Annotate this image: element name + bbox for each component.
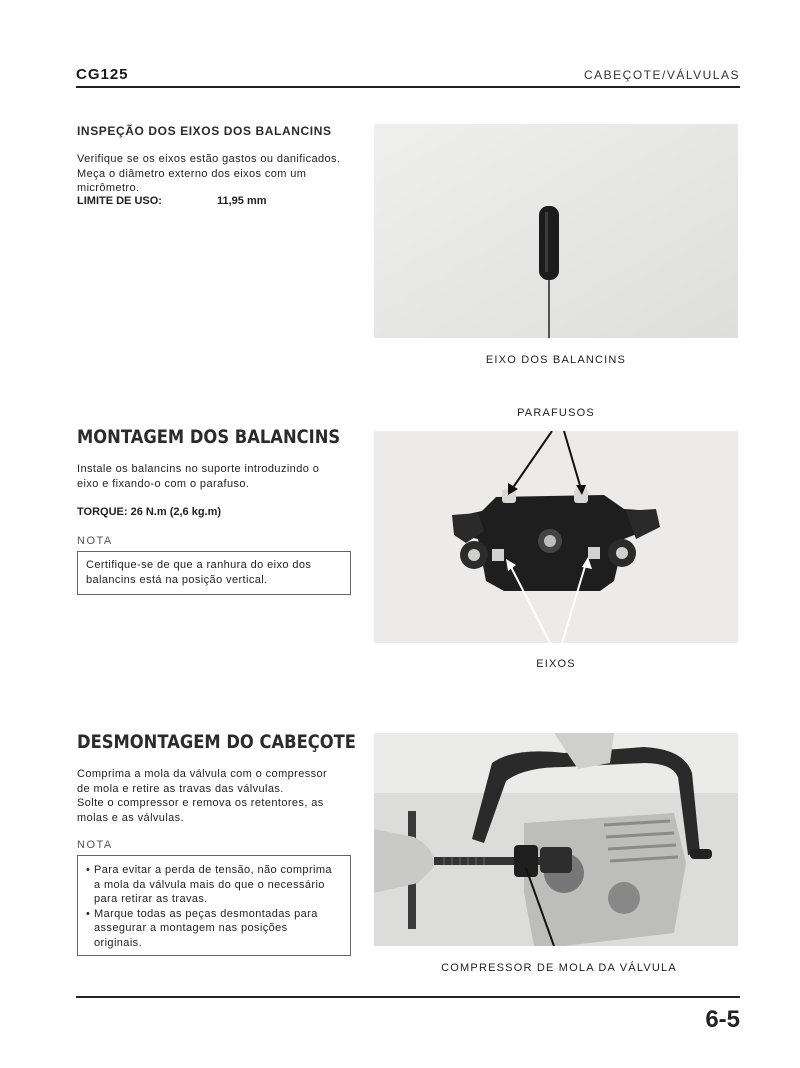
rocker-shaft-caption: EIXO DOS BALANCINS	[485, 354, 627, 366]
assembly-line: Instale os balancins no suporte introduzindo o	[77, 463, 320, 475]
header-divider	[76, 86, 740, 88]
note-line: • Para evitar a perda de tensão, não comprima	[94, 864, 332, 876]
valve-spring-compressor-photo	[374, 733, 738, 946]
note-line: a mola da válvula mais do que o necessário	[94, 878, 325, 891]
rocker-arm-holder-photo	[374, 431, 738, 643]
disassembly-line: Solte o compressor e remova os retentores, as	[77, 797, 324, 809]
inspection-line: Verifique se os eixos estão gastos ou danificados.	[77, 153, 341, 165]
limit-label: LIMITE DE USO:	[77, 195, 162, 207]
shafts-caption: EIXOS	[536, 658, 576, 670]
compressor-caption: COMPRESSOR DE MOLA DA VÁLVULA	[441, 962, 677, 974]
disassembly-line: Comprima a mola da válvula com o compressor	[77, 768, 328, 780]
note-item	[86, 907, 342, 951]
section-title: CABEÇOTE/VÁLVULAS	[584, 68, 740, 82]
inspection-text	[77, 152, 367, 196]
note-item	[86, 863, 342, 907]
bolts-label: PARAFUSOS	[517, 407, 595, 419]
page-number: 6-5	[705, 1006, 740, 1033]
assembly-note-box	[77, 551, 351, 595]
disassembly-text	[77, 767, 367, 825]
note-line: originais.	[94, 936, 143, 949]
note-label: NOTA	[77, 839, 113, 851]
rocker-shaft-photo	[374, 124, 738, 338]
model-name: CG125	[76, 66, 129, 83]
disassembly-heading: DESMONTAGEM DO CABEÇOTE	[77, 731, 356, 753]
disassembly-line: de mola e retire as travas das válvulas.	[77, 782, 284, 795]
note-line: balancins está na posição vertical.	[86, 573, 268, 586]
assembly-line: eixo e fixando-o com o parafuso.	[77, 477, 250, 490]
assembly-text	[77, 462, 367, 491]
footer-divider	[76, 996, 740, 998]
limit-value: 11,95 mm	[217, 195, 267, 207]
torque-spec: TORQUE: 26 N.m (2,6 kg.m)	[77, 506, 222, 518]
assembly-heading: MONTAGEM DOS BALANCINS	[77, 426, 341, 448]
note-line: • Marque todas as peças desmontadas para	[94, 907, 318, 920]
inspection-line: Meça o diâmetro externo dos eixos com um	[77, 167, 307, 180]
note-line: Certifique-se de que a ranhura do eixo dos	[86, 559, 312, 571]
disassembly-line: molas e as válvulas.	[77, 811, 185, 824]
inspection-heading: INSPEÇÃO DOS EIXOS DOS BALANCINS	[77, 124, 332, 138]
note-label: NOTA	[77, 535, 113, 547]
inspection-line: micrômetro.	[77, 182, 140, 194]
disassembly-note-box	[77, 855, 351, 956]
note-line: assegurar a montagem nas posições	[94, 922, 288, 934]
note-line: para retirar as travas.	[94, 893, 208, 905]
